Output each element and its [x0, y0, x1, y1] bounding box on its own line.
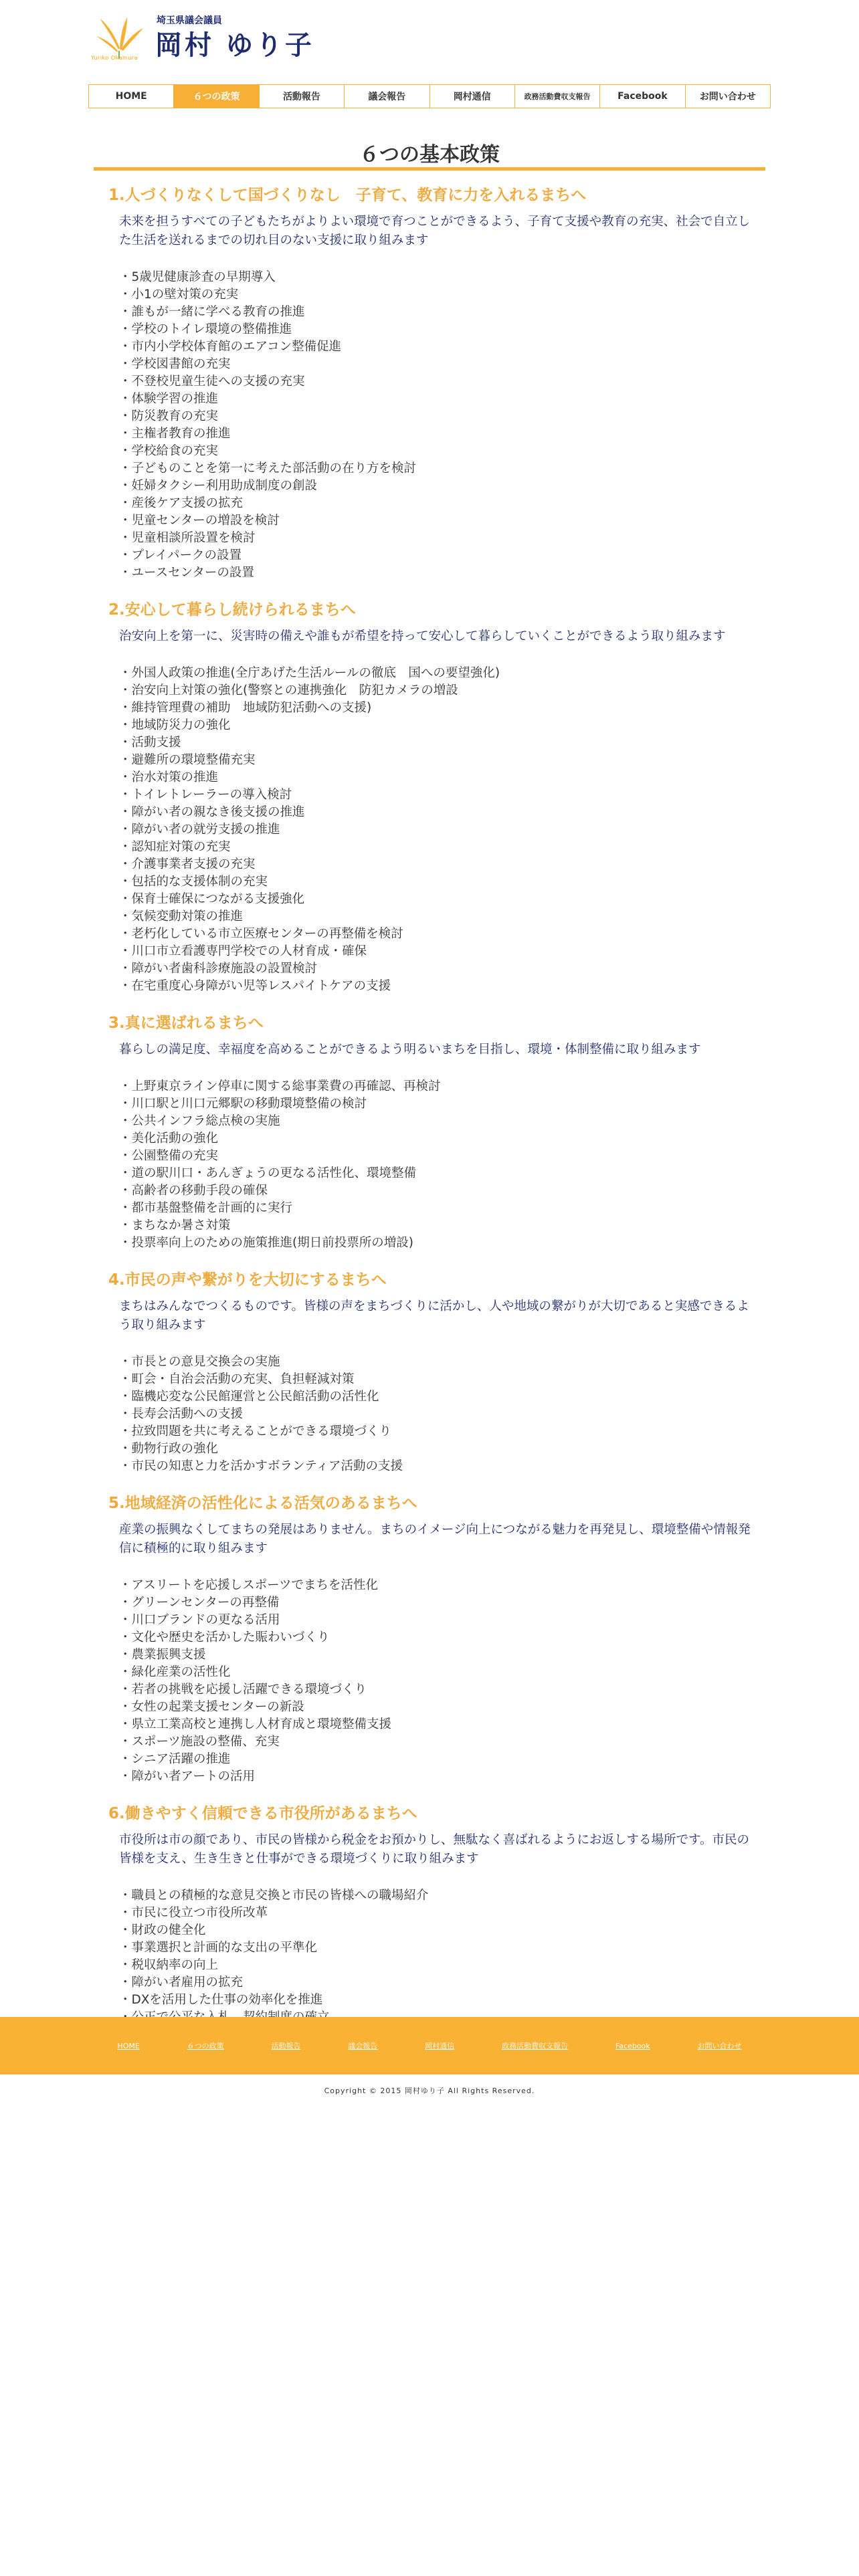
footer-link-newsletter[interactable]: 岡村通信 — [425, 2042, 455, 2050]
list-item: ・アスリートを応援しスポーツでまちを活性化 — [119, 1578, 379, 1592]
footer-link-contact[interactable]: お問い合わせ — [697, 2042, 742, 2050]
footer-link-expense-report[interactable]: 政務活動費収支報告 — [502, 2042, 569, 2050]
list-item: ・保育士確保につながる支援強化 — [119, 892, 305, 906]
footer-nav — [94, 2017, 765, 2074]
policy-list — [119, 1577, 751, 1786]
list-item: ・トイレトレーラーの導入検討 — [119, 788, 292, 802]
flower-logo-icon — [88, 16, 152, 60]
policy-heading: 4.市民の声や繋がりを大切にするまちへ — [108, 1271, 387, 1289]
list-item: ・上野東京ライン停車に関する総事業費の再確認、再検討 — [119, 1079, 441, 1093]
nav-policies[interactable]: ６つの政策 — [174, 84, 259, 108]
policy-heading: 1.人づくりなくして国づくりなし 子育て、教育に力を入れるまちへ — [108, 187, 587, 204]
policy-intro: 市役所は市の顔であり、市民の皆様から税金をお預かりし、無駄なく喜ばれるようにお返しする場所です。市民の皆様を支え、生き生きと仕事ができる環境づくりに取り組みます — [119, 1833, 750, 1866]
list-item: ・子どものことを第一に考えた部活動の在り方を検討 — [119, 461, 417, 475]
footer-link-activity-report[interactable]: 活動報告 — [271, 2042, 301, 2050]
list-item: ・町会・自治会活動の充実、負担軽減対策 — [119, 1372, 355, 1386]
list-item: ・まちなか暑さ対策 — [119, 1218, 231, 1232]
policy-intro: 産業の振興なくしてまちの発展はありません。まちのイメージ向上につながる魅力を再発見し、環境整備や情報発信に積極的に取り組みます — [119, 1523, 751, 1555]
nav-home[interactable]: HOME — [88, 84, 174, 108]
list-item: ・障がい者アートの活用 — [119, 1769, 255, 1784]
list-item: ・維持管理費の補助 地域防犯活動への支援) — [119, 701, 372, 715]
list-item: ・外国人政策の推進(全庁あげた生活ルールの徹底 国への要望強化) — [119, 666, 500, 680]
list-item: ・5歳児健康診査の早期導入 — [119, 270, 276, 284]
logo-name: 岡村 ゆり子 — [155, 30, 314, 61]
list-item: ・女性の起業支援センターの新設 — [119, 1700, 304, 1714]
policy-list — [119, 1887, 751, 2026]
list-item: ・投票率向上のための施策推進(期日前投票所の増設) — [119, 1236, 413, 1250]
list-item: ・美化活動の強化 — [119, 1132, 219, 1146]
policy-intro: 暮らしの満足度、幸福度を高めることができるよう明るいまちを目指し、環境・体制整備に取り組みます — [119, 1043, 701, 1057]
list-item: ・誰もが一緒に学べる教育の推進 — [119, 305, 305, 319]
list-item: ・活動支援 — [119, 736, 181, 750]
copyright: Copyright © 2015 岡村ゆり子 All Rights Reserved. — [324, 2086, 535, 2095]
policy-list — [119, 1078, 751, 1252]
list-item: ・学校のトイレ環境の整備推進 — [119, 322, 292, 336]
footer — [0, 2017, 859, 2074]
policy-heading: 6.働きやすく信頼できる市役所があるまちへ — [108, 1805, 417, 1822]
list-item: ・気候変動対策の推進 — [119, 909, 244, 924]
list-item: ・認知症対策の充実 — [119, 840, 231, 854]
nav-contact[interactable]: お問い合わせ — [686, 84, 771, 108]
list-item: ・文化や歴史を活かした賑わいづくり — [119, 1630, 330, 1644]
policy-intro: 未来を担うすべての子どもたちがよりよい環境で育つことができるよう、子育て支援や教育の充実、社会で自立した生活を送れるまでの切れ目のない支援に取り組みます — [119, 215, 751, 247]
policy-heading: 3.真に選ばれるまちへ — [108, 1014, 264, 1032]
policy-content — [108, 182, 751, 2041]
list-item: ・ユースセンターの設置 — [119, 566, 254, 580]
policy-section — [108, 597, 751, 995]
main-nav — [88, 84, 771, 108]
list-item: ・事業選択と計画的な支出の平準化 — [119, 1941, 318, 1955]
list-item: ・拉致問題を共に考えることができる環境づくり — [119, 1424, 392, 1438]
list-item: ・包括的な支援体制の充実 — [119, 875, 268, 889]
list-item: ・都市基盤整備を計画的に実行 — [119, 1201, 293, 1215]
list-item: ・高齢者の移動手段の確保 — [119, 1184, 268, 1198]
list-item: ・川口駅と川口元郷駅の移動環境整備の検討 — [119, 1097, 367, 1111]
policy-list — [119, 269, 751, 582]
policy-intro: まちはみんなでつくるものです。皆様の声をまちづくりに活かし、人や地域の繋がりが大切であると実感できるよう取り組みます — [119, 1299, 749, 1332]
list-item: ・障がい者の親なき後支援の推進 — [119, 805, 305, 819]
footer-link-assembly-report[interactable]: 議会報告 — [348, 2042, 378, 2050]
policy-list — [119, 665, 751, 995]
list-item: ・治安向上対策の強化(警察との連携強化 防犯カメラの増設 — [119, 683, 458, 697]
list-item: ・治水対策の推進 — [119, 770, 219, 784]
list-item: ・グリーンセンターの再整備 — [119, 1596, 280, 1610]
list-item: ・道の駅川口・あんぎょうの更なる活性化、環境整備 — [119, 1166, 417, 1180]
list-item: ・避難所の環境整備充実 — [119, 753, 256, 767]
list-item: ・防災教育の充実 — [119, 409, 219, 423]
policy-section — [108, 1267, 751, 1475]
list-item: ・プレイパークの設置 — [119, 548, 242, 562]
list-item: ・動物行政の強化 — [119, 1442, 219, 1456]
policy-intro: 治安向上を第一に、災害時の備えや誰もが希望を持って安心して暮らしていくことができるよう取り組みます — [119, 629, 726, 643]
list-item: ・川口市立看護専門学校での人材育成・確保 — [119, 944, 367, 958]
list-item: ・職員との積極的な意見交換と市民の皆様への職場紹介 — [119, 1889, 429, 1903]
policy-heading: 5.地域経済の活性化による活気のあるまちへ — [108, 1495, 417, 1512]
list-item: ・地域防災力の強化 — [119, 718, 231, 732]
list-item: ・公共インフラ総点検の実施 — [119, 1114, 280, 1128]
list-item: ・市民の知恵と力を活かすボランティア活動の支援 — [119, 1459, 403, 1473]
policy-section — [108, 1490, 751, 1786]
policy-section — [108, 1010, 751, 1252]
list-item: ・学校図書館の充実 — [119, 357, 231, 371]
list-item: ・妊婦タクシー利用助成制度の創設 — [119, 479, 318, 493]
list-item: ・臨機応変な公民館運営と公民館活動の活性化 — [119, 1390, 379, 1404]
list-item: ・市長との意見交換会の実施 — [119, 1355, 280, 1369]
list-item: ・スポーツ施設の整備、充実 — [119, 1735, 280, 1749]
logo-mark-text: Yuriko Okamura — [91, 55, 138, 61]
list-item: ・公園整備の充実 — [119, 1149, 219, 1163]
list-item: ・児童相談所設置を検討 — [119, 531, 256, 545]
list-item: ・農業振興支援 — [119, 1648, 206, 1662]
list-item: ・長寿会活動への支援 — [119, 1407, 244, 1421]
list-item: ・学校給食の充実 — [119, 444, 219, 458]
nav-facebook[interactable]: Facebook — [600, 84, 685, 108]
list-item: ・川口ブランドの更なる活用 — [119, 1613, 280, 1627]
list-item: ・在宅重度心身障がい児等レスパイトケアの支援 — [119, 979, 391, 993]
list-item: ・県立工業高校と連携し人材育成と環境整備支援 — [119, 1717, 392, 1731]
footer-link-home[interactable]: HOME — [117, 2041, 140, 2050]
logo-subtitle: 埼玉県議会議員 — [157, 15, 222, 26]
title-divider — [94, 167, 765, 171]
policy-section — [108, 182, 751, 582]
nav-newsletter[interactable]: 岡村通信 — [430, 84, 515, 108]
list-item: ・主権者教育の推進 — [119, 427, 231, 441]
nav-expense-report[interactable]: 政務活動費収支報告 — [515, 84, 600, 108]
nav-assembly-report[interactable]: 議会報告 — [345, 84, 430, 108]
list-item: ・障がい者の就労支援の推進 — [119, 823, 280, 837]
site-logo[interactable] — [88, 13, 316, 60]
list-item: ・産後ケア支援の拡充 — [119, 496, 244, 510]
list-item: ・老朽化している市立医療センターの再整備を検討 — [119, 927, 403, 941]
policy-section — [108, 1800, 751, 2026]
list-item: ・税収納率の向上 — [119, 1958, 219, 1972]
list-item: ・若者の挑戦を応援し活躍できる環境づくり — [119, 1683, 367, 1697]
list-item: ・児童センターの増設を検討 — [119, 514, 280, 528]
nav-activity-report[interactable]: 活動報告 — [260, 84, 345, 108]
footer-link-facebook[interactable]: Facebook — [615, 2041, 650, 2050]
list-item: ・体験学習の推進 — [119, 392, 219, 406]
page-title: ６つの基本政策 — [359, 143, 500, 167]
list-item: ・財政の健全化 — [119, 1923, 206, 1937]
policy-heading: 2.安心して暮らし続けられるまちへ — [108, 601, 356, 619]
list-item: ・市民に役立つ市役所改革 — [119, 1906, 268, 1920]
footer-link-policies[interactable]: ６つの政策 — [187, 2042, 224, 2050]
list-item: ・DXを活用した仕事の効率化を推進 — [119, 1993, 323, 2007]
list-item: ・介護事業者支援の充実 — [119, 857, 256, 871]
list-item: ・不登校児童生徒への支援の充実 — [119, 374, 305, 389]
list-item: ・シニア活躍の推進 — [119, 1752, 231, 1766]
list-item: ・市内小学校体育館のエアコン整備促進 — [119, 340, 342, 354]
list-item: ・小1の壁対策の充実 — [119, 288, 239, 302]
list-item: ・緑化産業の活性化 — [119, 1665, 231, 1679]
list-item: ・障がい者雇用の拡充 — [119, 1975, 244, 1990]
list-item: ・障がい者歯科診療施設の設置検討 — [119, 962, 318, 976]
policy-list — [119, 1354, 751, 1475]
